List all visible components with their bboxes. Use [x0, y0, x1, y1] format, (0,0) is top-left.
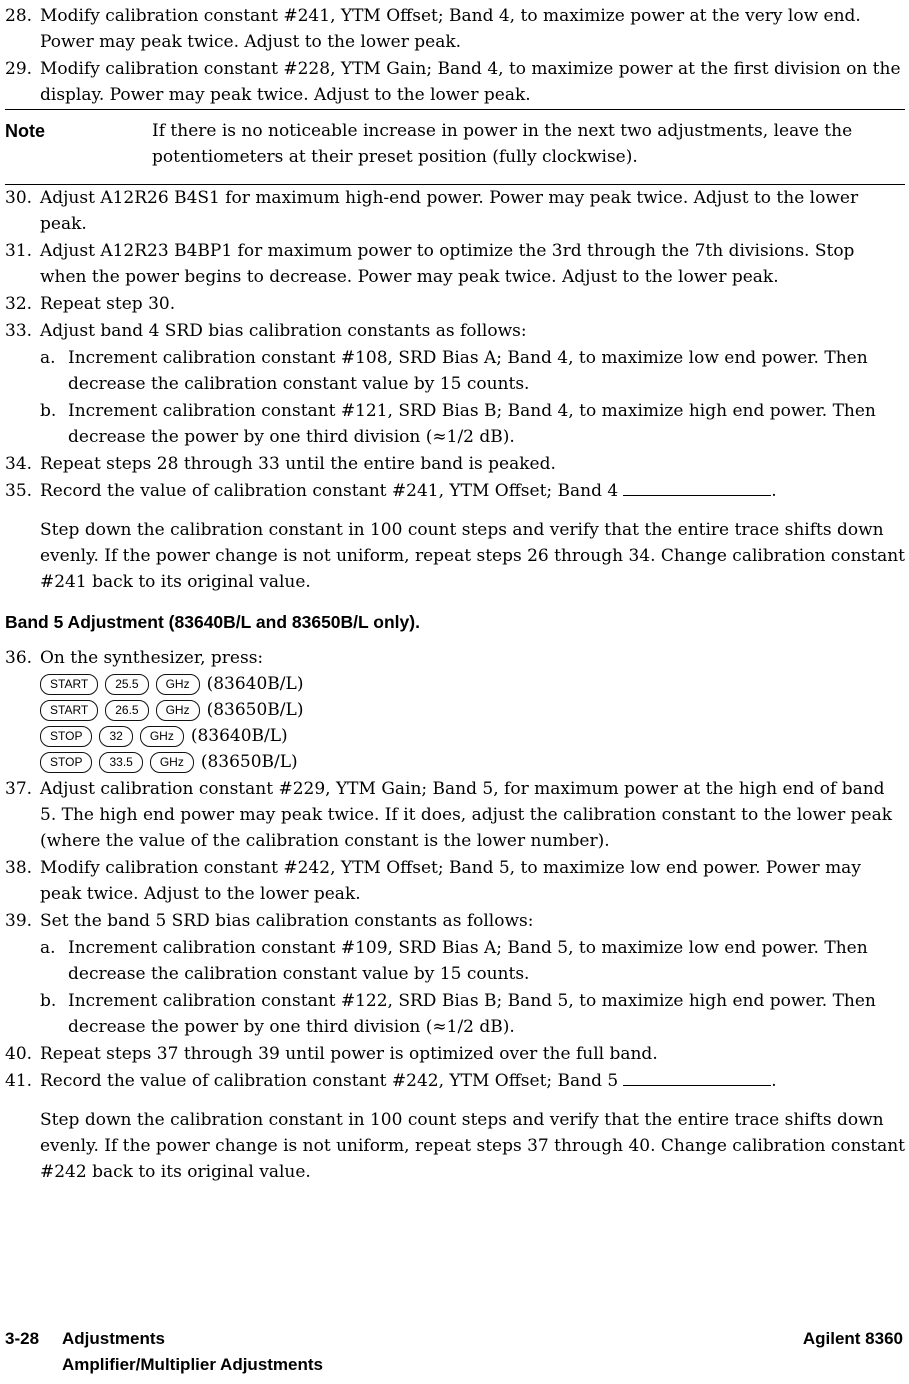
- page-number: 3-28: [5, 1329, 40, 1348]
- substep-letter: a.: [40, 348, 56, 368]
- step-35-paragraph: Step down the calibration constant in 100 count steps and verify that the entire trace shifts down evenly. If the power change is not uniform, repeat steps 26 through 34. Change calibration constant #241 back to its original value.: [40, 520, 905, 592]
- stop-key: STOP: [40, 726, 92, 747]
- step-number: 38.: [5, 858, 33, 878]
- step-29: [5, 56, 905, 108]
- footer-row-1: [5, 1326, 903, 1352]
- step-31: [5, 238, 905, 290]
- note-block: [5, 110, 905, 184]
- step-41-paragraph: Step down the calibration constant in 100 count steps and verify that the entire trace shifts down evenly. If the power change is not uniform, repeat steps 37 through 40. Change calibration constant #242 back to its original value.: [40, 1110, 905, 1182]
- substep-letter: b.: [40, 991, 57, 1011]
- step-32: [5, 291, 905, 317]
- step-body: [40, 1068, 905, 1094]
- fill-in-blank: [623, 481, 771, 496]
- value-key: 25.5: [105, 674, 148, 695]
- value-key: 26.5: [105, 700, 148, 721]
- step-number: 35.: [5, 481, 33, 501]
- ghz-key: GHz: [150, 752, 194, 773]
- value-key: 32: [99, 726, 132, 747]
- step-text: Adjust A12R23 B4BP1 for maximum power to optimize the 3rd through the 7th divisions. Stop when the power begins to decrease. Power may peak twice. Adjust to the lower peak.: [40, 241, 855, 287]
- step-number: 28.: [5, 6, 33, 26]
- model-suffix: (83650B/L): [206, 700, 304, 720]
- step-body: [40, 908, 905, 1040]
- step-40: [5, 1041, 905, 1067]
- step-34: [5, 451, 905, 477]
- footer-row-2: [5, 1352, 903, 1378]
- start-key: START: [40, 674, 98, 695]
- step-number: 33.: [5, 321, 33, 341]
- step-number: 39.: [5, 911, 33, 931]
- step-number: 40.: [5, 1044, 33, 1064]
- substep-b: [40, 398, 905, 450]
- note-text: If there is no noticeable increase in power in the next two adjustments, leave the potentiometers at their preset position (fully clockwise).: [152, 121, 853, 167]
- substep-text: Increment calibration constant #108, SRD Bias A; Band 4, to maximize low end power. Then decrease the calibration constant value by 15 counts.: [68, 348, 868, 394]
- page-footer: [5, 1326, 903, 1378]
- step-body: [40, 478, 905, 504]
- key-sequence-4: [40, 749, 905, 775]
- step-number: 37.: [5, 779, 33, 799]
- substep-text: Increment calibration constant #109, SRD Bias A; Band 5, to maximize low end power. Then decrease the calibration constant value by 15 counts.: [68, 938, 868, 984]
- substep-text: Increment calibration constant #122, SRD Bias B; Band 5, to maximize high end power. Then decrease the power by one third division (≈1/2 dB).: [68, 991, 876, 1037]
- key-sequence-1: [40, 671, 905, 697]
- model-suffix: (83640B/L): [190, 726, 288, 746]
- step-text: Adjust calibration constant #229, YTM Gain; Band 5, for maximum power at the high end of band 5. The high end power may peak twice. If it does, adjust the calibration constant to the lower peak (where the value of the calibration constant is the lower number).: [40, 779, 893, 851]
- step-text: Modify calibration constant #242, YTM Offset; Band 5, to maximize low end power. Power may peak twice. Adjust to the lower peak.: [40, 858, 861, 904]
- step-36: [5, 645, 905, 775]
- step-text: On the synthesizer, press:: [40, 648, 264, 668]
- step-41: [5, 1068, 905, 1094]
- ghz-key: GHz: [140, 726, 184, 747]
- step-text: Set the band 5 SRD bias calibration constants as follows:: [40, 911, 534, 931]
- step-35: [5, 478, 905, 504]
- step-text: Modify calibration constant #228, YTM Gain; Band 4, to maximize power at the first division on the display. Power may peak twice. Adjust to the lower peak.: [40, 59, 901, 105]
- model-suffix: (83640B/L): [206, 674, 304, 694]
- step-text: Adjust band 4 SRD bias calibration constants as follows:: [40, 321, 527, 341]
- note-label: Note: [5, 121, 45, 141]
- step-text: Repeat step 30.: [40, 294, 176, 314]
- start-key: START: [40, 700, 98, 721]
- substep-a: [40, 345, 905, 397]
- step-30: [5, 185, 905, 237]
- key-sequence-3: [40, 723, 905, 749]
- ghz-key: GHz: [156, 674, 200, 695]
- step-text: Repeat steps 28 through 33 until the entire band is peaked.: [40, 454, 556, 474]
- step-text-tail: .: [771, 481, 777, 501]
- step-number: 41.: [5, 1071, 33, 1091]
- fill-in-blank: [623, 1071, 771, 1086]
- step-text: Modify calibration constant #241, YTM Offset; Band 4, to maximize power at the very low end. Power may peak twice. Adjust to the lower peak.: [40, 6, 861, 52]
- ghz-key: GHz: [156, 700, 200, 721]
- key-sequence-2: [40, 697, 905, 723]
- value-key: 33.5: [99, 752, 142, 773]
- step-number: 29.: [5, 59, 33, 79]
- step-33: [5, 318, 905, 450]
- step-text-tail: .: [771, 1071, 777, 1091]
- substep-letter: a.: [40, 938, 56, 958]
- step-body: [40, 318, 905, 450]
- substep-text: Increment calibration constant #121, SRD Bias B; Band 4, to maximize high end power. Then decrease the power by one third division (≈1/2 dB).: [68, 401, 876, 447]
- substep-b: [40, 988, 905, 1040]
- step-text: Adjust A12R26 B4S1 for maximum high-end power. Power may peak twice. Adjust to the lower peak.: [40, 188, 859, 234]
- step-37: [5, 776, 905, 854]
- step-text: Repeat steps 37 through 39 until power is optimized over the full band.: [40, 1044, 658, 1064]
- step-38: [5, 855, 905, 907]
- step-number: 34.: [5, 454, 33, 474]
- model-suffix: (83650B/L): [200, 752, 298, 772]
- step-number: 31.: [5, 241, 33, 261]
- substep-a: [40, 935, 905, 987]
- step-number: 30.: [5, 188, 33, 208]
- step-28: [5, 3, 905, 55]
- step-number: 32.: [5, 294, 33, 314]
- stop-key: STOP: [40, 752, 92, 773]
- substep-letter: b.: [40, 401, 57, 421]
- step-body: [40, 645, 905, 775]
- footer-section: Adjustments: [62, 1329, 165, 1348]
- step-39: [5, 908, 905, 1040]
- step-number: 36.: [5, 648, 33, 668]
- band5-heading: Band 5 Adjustment (83640B/L and 83650B/L only).: [5, 612, 420, 632]
- footer-brand: Agilent 8360: [802, 1329, 903, 1348]
- step-text: Record the value of calibration constant #241, YTM Offset; Band 4: [40, 481, 619, 501]
- footer-subsection: Amplifier/Multiplier Adjustments: [62, 1355, 324, 1374]
- step-text: Record the value of calibration constant #242, YTM Offset; Band 5: [40, 1071, 619, 1091]
